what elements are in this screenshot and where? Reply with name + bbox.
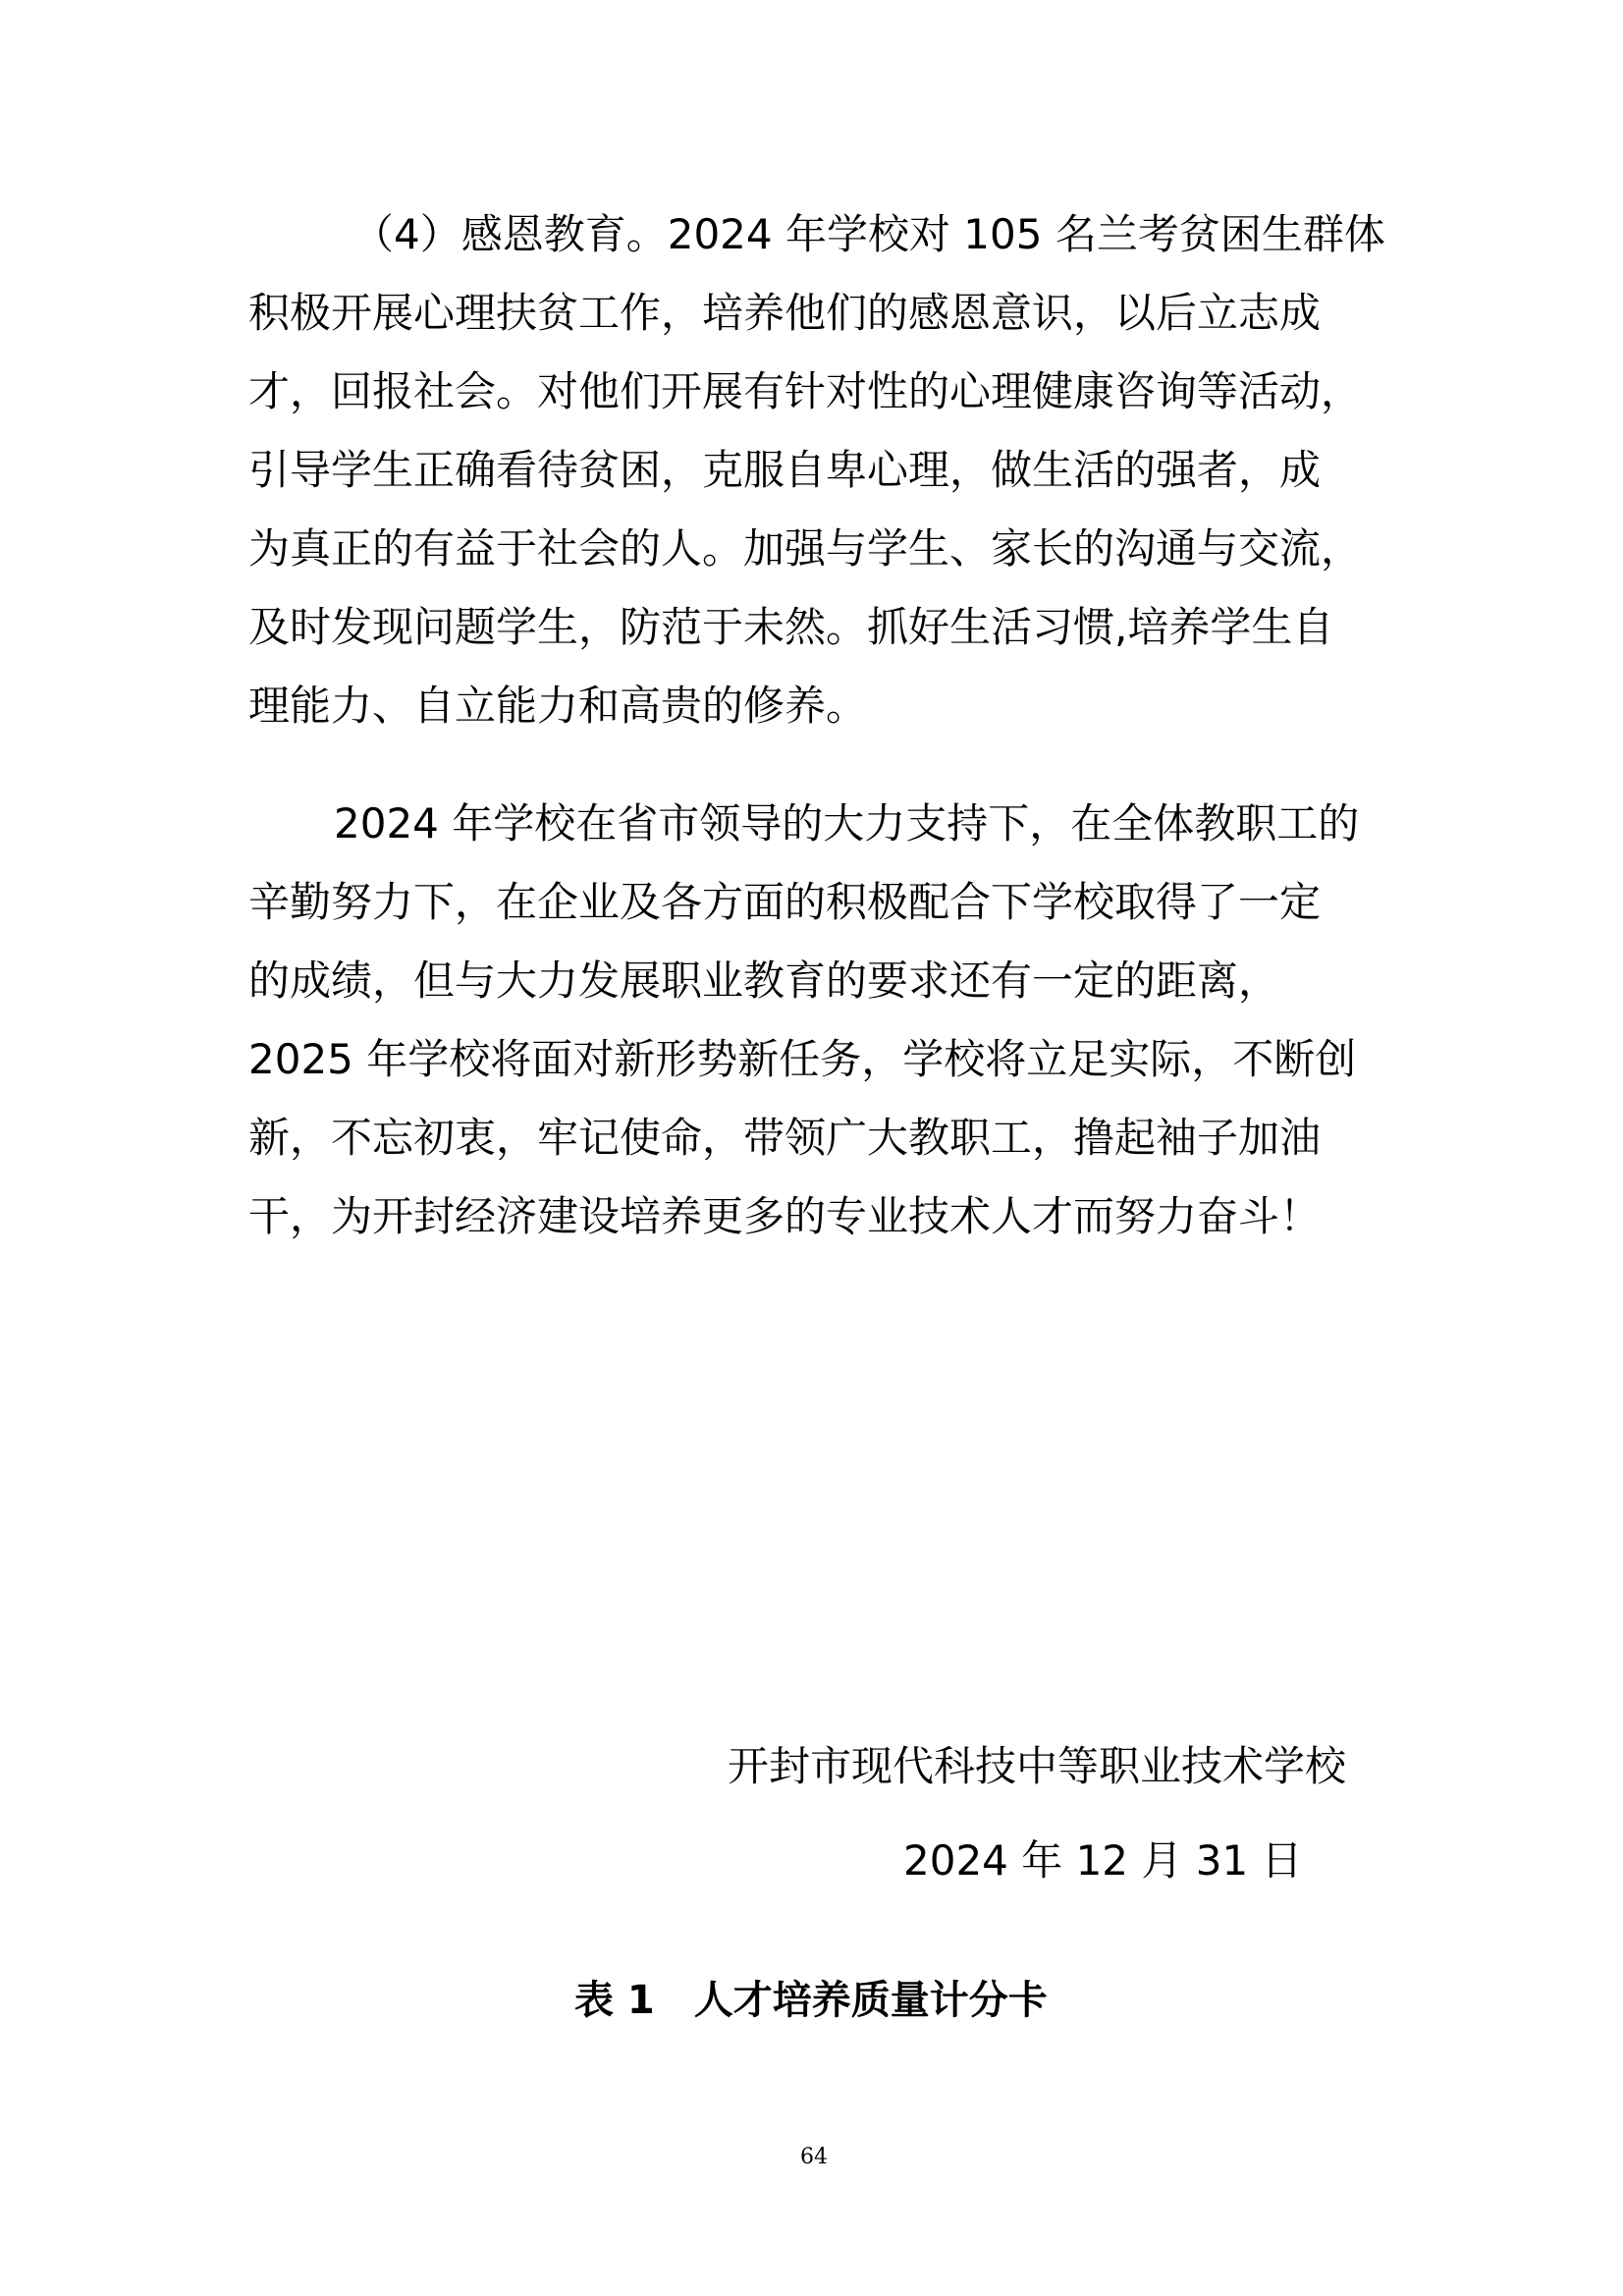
text-line: 及时发现问题学生，防范于未然。抓好生活习惯,培养学生自 [248,603,1334,651]
text-line: 理能力、自立能力和高贵的修养。 [248,682,868,730]
text-line: 干，为开封经济建设培养更多的专业技术人才而努力奋斗！ [248,1192,1322,1240]
text-line: 积极开展心理扶贫工作，培养他们的感恩意识，以后立志成 [248,289,1322,337]
text-line: 2024 年学校在省市领导的大力支持下，在全体教职工的 [334,799,1360,847]
text-line: 才，回报社会。对他们开展有针对性的心理健康咨询等活动， [248,367,1363,415]
table-caption: 表 1 人才培养质量计分卡 [574,1978,1048,2023]
text-line: 2025 年学校将面对新形势新任务，学校将立足实际，不断创 [248,1035,1357,1083]
text-line: 新，不忘初衷，牢记使命，带领广大教职工，撸起袖子加油 [248,1114,1322,1162]
text-line: 引导学生正确看待贫困，克服自卑心理，做生活的强者，成 [248,446,1322,494]
text-line: 为真正的有益于社会的人。加强与学生、家长的沟通与交流， [248,524,1363,573]
signature-organization: 开封市现代科技中等职业技术学校 [728,1742,1347,1790]
text-line: 的成绩，但与大力发展职业教育的要求还有一定的距离， [248,957,1280,1005]
signature-date: 2024 年 12 月 31 日 [903,1836,1303,1885]
page-number: 64 [800,2145,828,2169]
text-line: （4）感恩教育。2024 年学校对 105 名兰考贫困生群体 [352,210,1385,258]
text-line: 辛勤努力下，在企业及各方面的积极配合下学校取得了一定 [248,878,1322,926]
